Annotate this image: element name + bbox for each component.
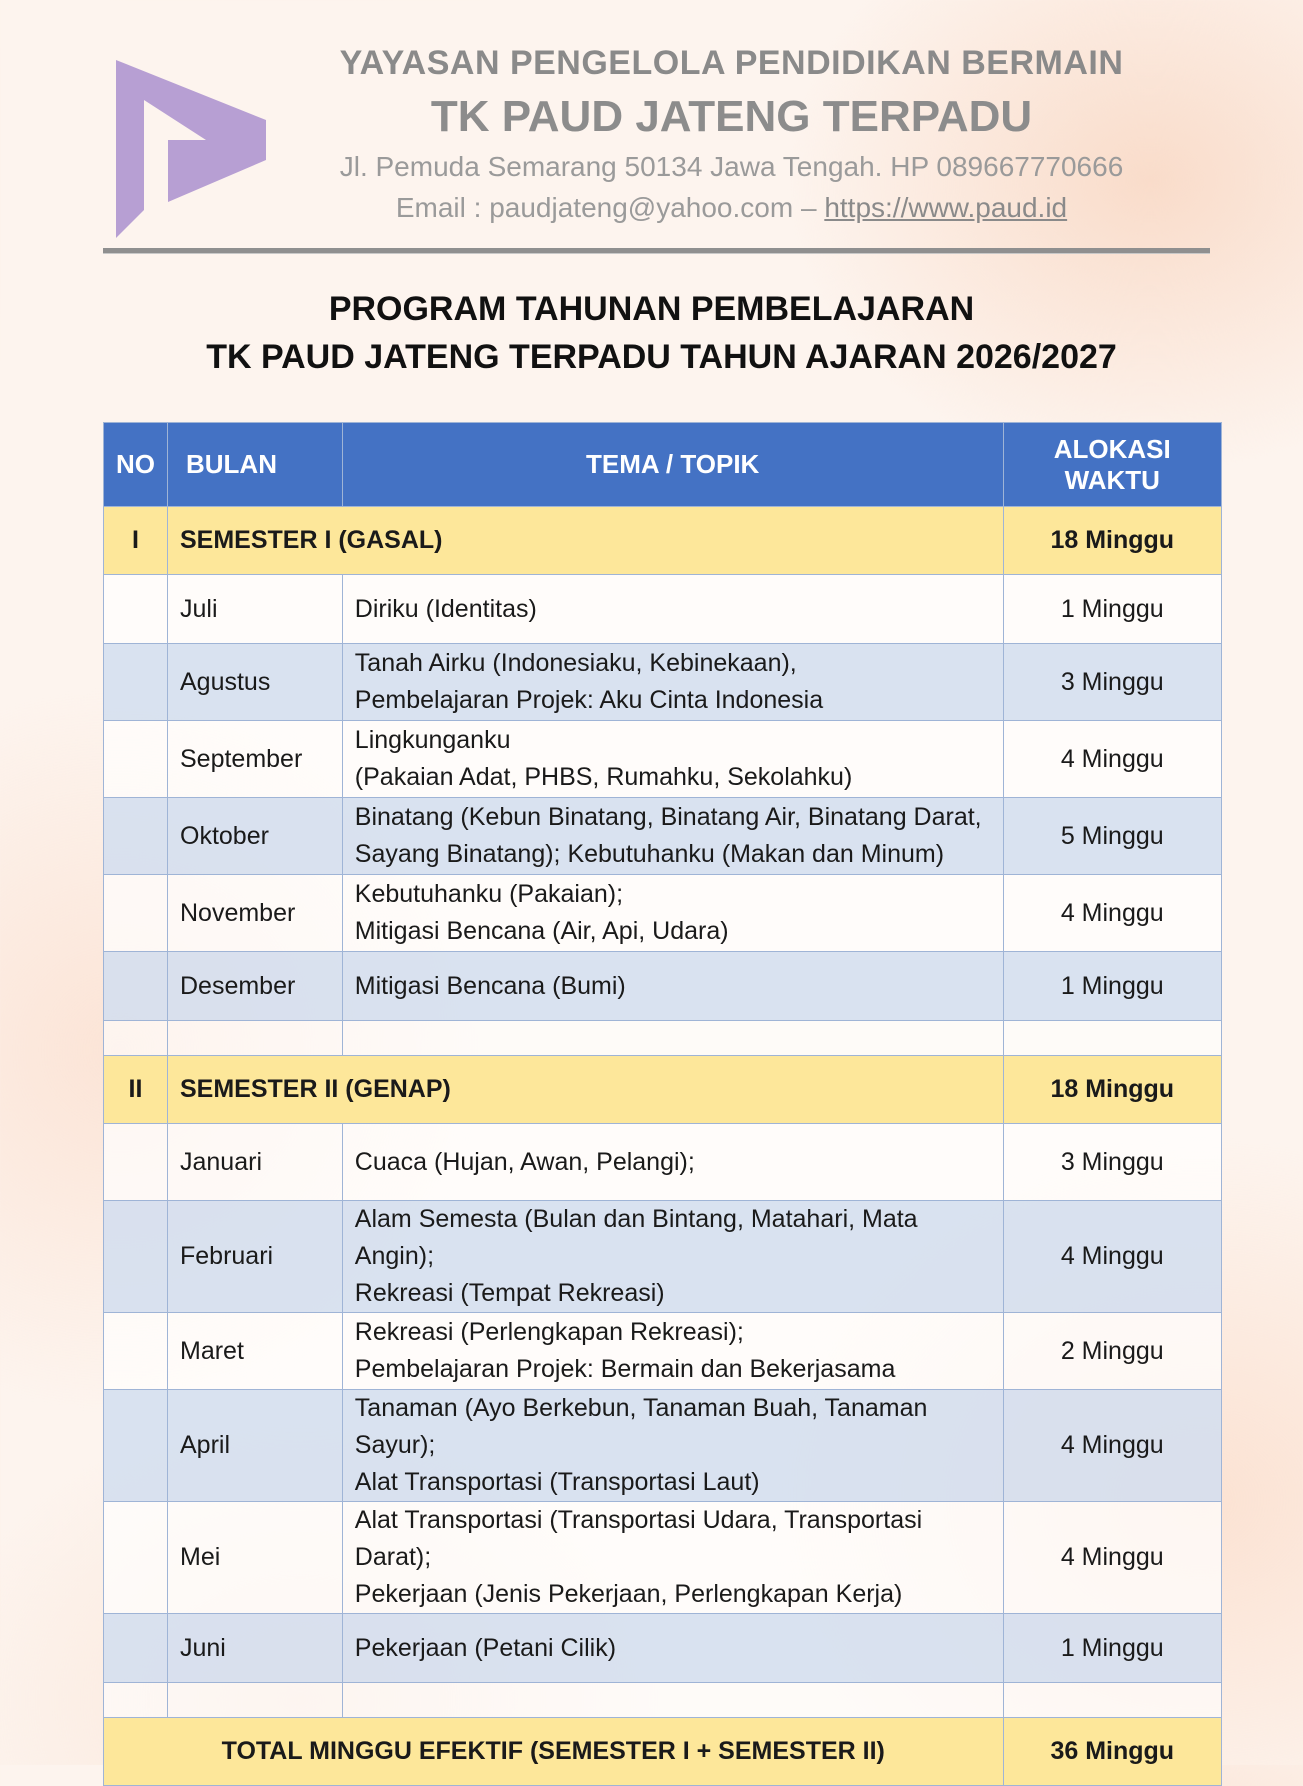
semester-number: II	[104, 1056, 168, 1124]
table-row	[104, 575, 1222, 644]
tema-line: Sayang Binatang); Kebutuhanku (Makan dan Minum)	[354, 840, 945, 868]
table-row	[104, 1390, 1222, 1502]
cell-no	[104, 1614, 168, 1683]
cell-tema	[342, 1201, 1003, 1313]
cell-waktu: 4 Minggu	[1003, 1390, 1221, 1502]
cell-no	[104, 1124, 168, 1201]
cell-tema	[342, 644, 1003, 721]
table-row	[104, 644, 1222, 721]
table-row	[104, 1614, 1222, 1683]
email-text: Email : paudjateng@yahoo.com –	[395, 192, 825, 223]
table-row	[104, 1124, 1222, 1201]
cell-waktu: 4 Minggu	[1003, 721, 1221, 798]
table-row	[104, 875, 1222, 952]
cell-no	[104, 798, 168, 875]
cell-bulan: November	[168, 875, 343, 952]
document-title: PROGRAM TAHUNAN PEMBELAJARAN	[328, 290, 975, 328]
cell-bulan: Agustus	[168, 644, 343, 721]
cell-no	[104, 1390, 168, 1502]
cell-tema	[342, 1124, 1003, 1201]
document-subtitle: TK PAUD JATENG TERPADU TAHUN AJARAN 2026/2027	[206, 338, 1117, 376]
tema-line: Kebutuhanku (Pakaian);	[354, 880, 624, 908]
column-header-no: NO	[104, 423, 168, 507]
spacer-row	[104, 1021, 1222, 1056]
cell-bulan: April	[168, 1390, 343, 1502]
cell-no	[104, 644, 168, 721]
semester-total: 18 Minggu	[1003, 507, 1221, 575]
total-value: 36 Minggu	[1003, 1718, 1221, 1786]
cell-no	[104, 1313, 168, 1390]
school-address: Jl. Pemuda Semarang 50134 Jawa Tengah. HP 089667770666	[339, 151, 1124, 182]
spacer-cell	[168, 1683, 343, 1718]
cell-tema	[342, 721, 1003, 798]
cell-tema	[342, 1614, 1003, 1683]
spacer-cell	[342, 1683, 1003, 1718]
spacer-cell	[104, 1683, 168, 1718]
cell-tema	[342, 875, 1003, 952]
cell-waktu: 5 Minggu	[1003, 798, 1221, 875]
cell-bulan: Februari	[168, 1201, 343, 1313]
table-header-row	[104, 423, 1222, 507]
table-row	[104, 721, 1222, 798]
tema-line: Alam Semesta (Bulan dan Bintang, Matahari, Mata Angin);	[354, 1205, 918, 1270]
column-header-waktu: WAKTU	[1064, 464, 1160, 495]
cell-no	[104, 575, 168, 644]
spacer-cell	[104, 1021, 168, 1056]
cell-waktu: 1 Minggu	[1003, 575, 1221, 644]
semester-label: SEMESTER I (GASAL)	[168, 507, 1004, 575]
tema-line: Pekerjaan (Petani Cilik)	[354, 1633, 617, 1662]
tema-line: Alat Transportasi (Transportasi Udara, Transportasi Darat);	[354, 1506, 923, 1571]
semester-row	[104, 1056, 1222, 1124]
column-header-bulan: BULAN	[168, 423, 343, 507]
spacer-row	[104, 1683, 1222, 1718]
school-name: TK PAUD JATENG TERPADU	[430, 92, 1033, 141]
semester-number: I	[104, 507, 168, 575]
spacer-cell	[1003, 1021, 1221, 1056]
tema-line: Mitigasi Bencana (Bumi)	[354, 971, 626, 1000]
semester-total: 18 Minggu	[1003, 1056, 1221, 1124]
cell-tema	[342, 798, 1003, 875]
tema-line: Rekreasi (Tempat Rekreasi)	[354, 1279, 665, 1307]
tema-line: Tanah Airku (Indonesiaku, Kebinekaan),	[354, 649, 797, 677]
total-label: TOTAL MINGGU EFEKTIF (SEMESTER I + SEMESTER II)	[104, 1718, 1004, 1786]
cell-bulan: Januari	[168, 1124, 343, 1201]
cell-no	[104, 1201, 168, 1313]
cell-waktu: 1 Minggu	[1003, 1614, 1221, 1683]
cell-waktu: 2 Minggu	[1003, 1313, 1221, 1390]
spacer-cell	[1003, 1683, 1221, 1718]
cell-no	[104, 721, 168, 798]
cell-waktu: 3 Minggu	[1003, 1124, 1221, 1201]
header-divider	[103, 248, 1210, 254]
cell-no	[104, 1502, 168, 1614]
cell-tema	[342, 1502, 1003, 1614]
cell-waktu: 1 Minggu	[1003, 952, 1221, 1021]
semester-label: SEMESTER II (GENAP)	[168, 1056, 1004, 1124]
cell-bulan: Mei	[168, 1502, 343, 1614]
cell-bulan: Juni	[168, 1614, 343, 1683]
organization-name: YAYASAN PENGELOLA PENDIDIKAN BERMAIN	[339, 44, 1124, 82]
spacer-cell	[342, 1021, 1003, 1056]
school-contact	[0, 192, 1303, 224]
table-row	[104, 1313, 1222, 1390]
total-row	[104, 1718, 1222, 1786]
cell-waktu: 3 Minggu	[1003, 644, 1221, 721]
tema-line: Pembelajaran Projek: Aku Cinta Indonesia	[354, 686, 824, 714]
column-header-tema: TEMA / TOPIK	[342, 423, 1003, 507]
cell-no	[104, 952, 168, 1021]
semester-row	[104, 507, 1222, 575]
cell-bulan: Juli	[168, 575, 343, 644]
tema-line: Rekreasi (Perlengkapan Rekreasi);	[354, 1318, 744, 1346]
tema-line: Binatang (Kebun Binatang, Binatang Air, Binatang Darat,	[354, 803, 982, 831]
tema-line: Pekerjaan (Jenis Pekerjaan, Perlengkapan Kerja)	[354, 1580, 903, 1608]
table-row	[104, 952, 1222, 1021]
table-row	[104, 798, 1222, 875]
cell-bulan: September	[168, 721, 343, 798]
table-row	[104, 1201, 1222, 1313]
program-table	[103, 422, 1222, 1786]
cell-waktu: 4 Minggu	[1003, 1502, 1221, 1614]
cell-tema	[342, 1390, 1003, 1502]
column-header-alokasi-waktu	[1003, 423, 1221, 507]
spacer-cell	[168, 1021, 343, 1056]
cell-bulan: Maret	[168, 1313, 343, 1390]
tema-line: Alat Transportasi (Transportasi Laut)	[354, 1468, 760, 1496]
cell-tema	[342, 1313, 1003, 1390]
tema-line: Diriku (Identitas)	[354, 594, 537, 623]
tema-line: Tanaman (Ayo Berkebun, Tanaman Buah, Tanaman Sayur);	[354, 1394, 928, 1459]
cell-no	[104, 875, 168, 952]
table-row	[104, 1502, 1222, 1614]
tema-line: (Pakaian Adat, PHBS, Rumahku, Sekolahku)	[354, 763, 853, 791]
cell-tema	[342, 952, 1003, 1021]
column-header-alokasi: ALOKASI	[1053, 433, 1171, 464]
cell-waktu: 4 Minggu	[1003, 875, 1221, 952]
website-link[interactable]: https://www.paud.id	[824, 192, 1068, 223]
cell-tema	[342, 575, 1003, 644]
cell-bulan: Oktober	[168, 798, 343, 875]
tema-line: Cuaca (Hujan, Awan, Pelangi);	[354, 1147, 695, 1176]
cell-waktu: 4 Minggu	[1003, 1201, 1221, 1313]
tema-line: Lingkunganku	[354, 726, 511, 754]
tema-line: Pembelajaran Projek: Bermain dan Bekerjasama	[354, 1355, 896, 1383]
cell-bulan: Desember	[168, 952, 343, 1021]
tema-line: Mitigasi Bencana (Air, Api, Udara)	[354, 917, 729, 945]
